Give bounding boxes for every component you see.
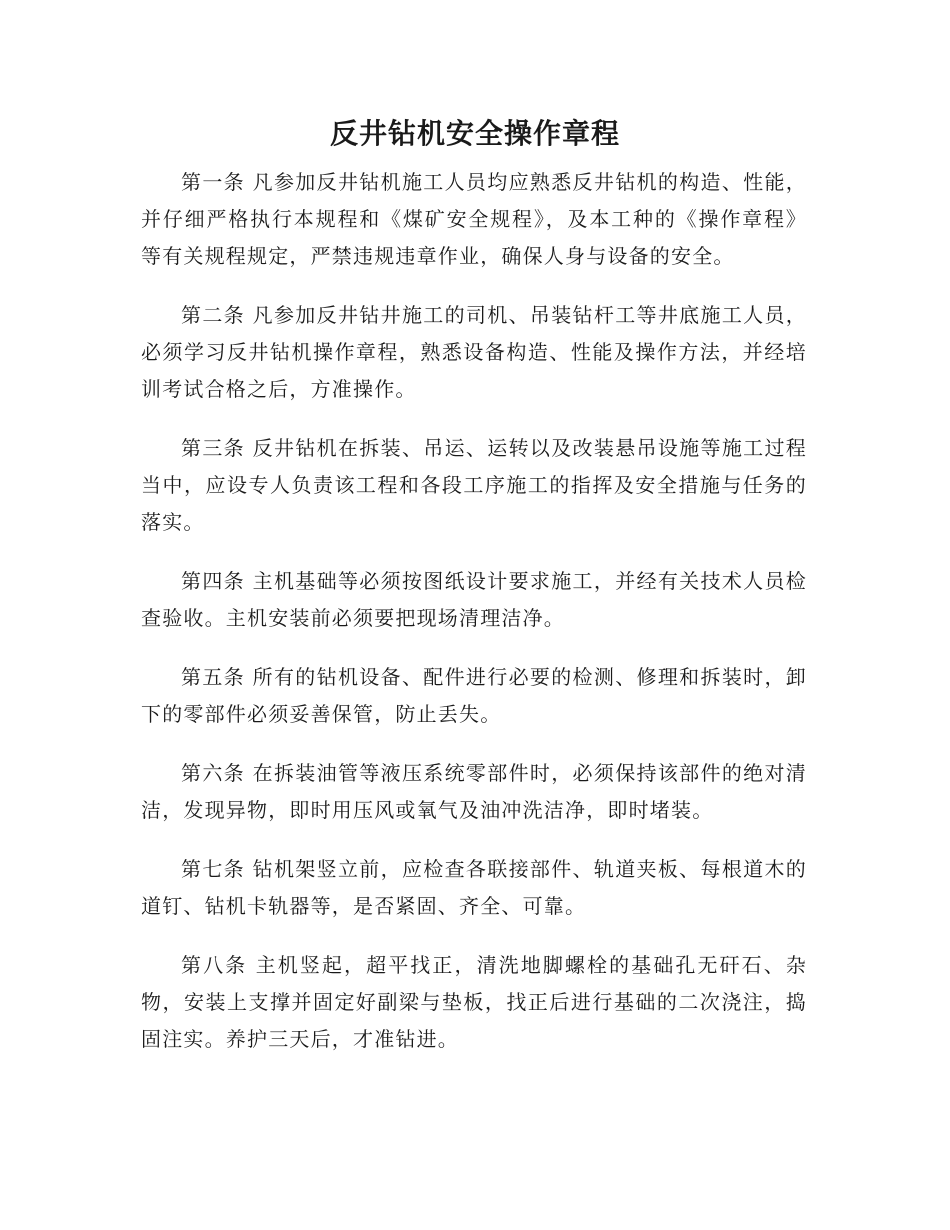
article-6-paragraph: 第六条 在拆装油管等液压系统零部件时，必须保持该部件的绝对清洁，发现异物，即时用压风或氧气及油冲洗洁净，即时堵装。 (141, 761, 807, 822)
article-4-paragraph: 第四条 主机基础等必须按图纸设计要求施工，并经有关技术人员检查验收。主机安装前必须要把现场清理洁净。 (141, 569, 807, 630)
document-body (141, 164, 807, 1080)
document-title: 反井钻机安全操作章程 (329, 117, 620, 150)
article-8-paragraph: 第八条 主机竖起，超平找正，清洗地脚螺栓的基础孔无矸石、杂物，安装上支撑并固定好副梁与垫板，找正后进行基础的二次浇注，捣固注实。养护三天后，才准钻进。 (141, 953, 807, 1051)
article-7-paragraph: 第七条 钻机架竖立前，应检查各联接部件、轨道夹板、每根道木的道钉、钻机卡轨器等，是否紧固、齐全、可靠。 (141, 857, 807, 918)
article-3-paragraph: 第三条 反井钻机在拆装、吊运、运转以及改装悬吊设施等施工过程当中，应设专人负责该工程和各段工序施工的指挥及安全措施与任务的落实。 (141, 436, 807, 534)
article-5-paragraph: 第五条 所有的钻机设备、配件进行必要的检测、修理和拆装时，卸下的零部件必须妥善保管，防止丢失。 (141, 665, 807, 726)
article-2-paragraph: 第二条 凡参加反井钻井施工的司机、吊装钻杆工等井底施工人员，必须学习反井钻机操作章程，熟悉设备构造、性能及操作方法，并经培训考试合格之后，方准操作。 (141, 303, 807, 401)
article-1-paragraph: 第一条 凡参加反井钻机施工人员均应熟悉反井钻机的构造、性能，并仔细严格执行本规程和《煤矿安全规程》，及本工种的《操作章程》等有关规程规定，严禁违规违章作业，确保人身与设备的安全。 (141, 170, 807, 268)
